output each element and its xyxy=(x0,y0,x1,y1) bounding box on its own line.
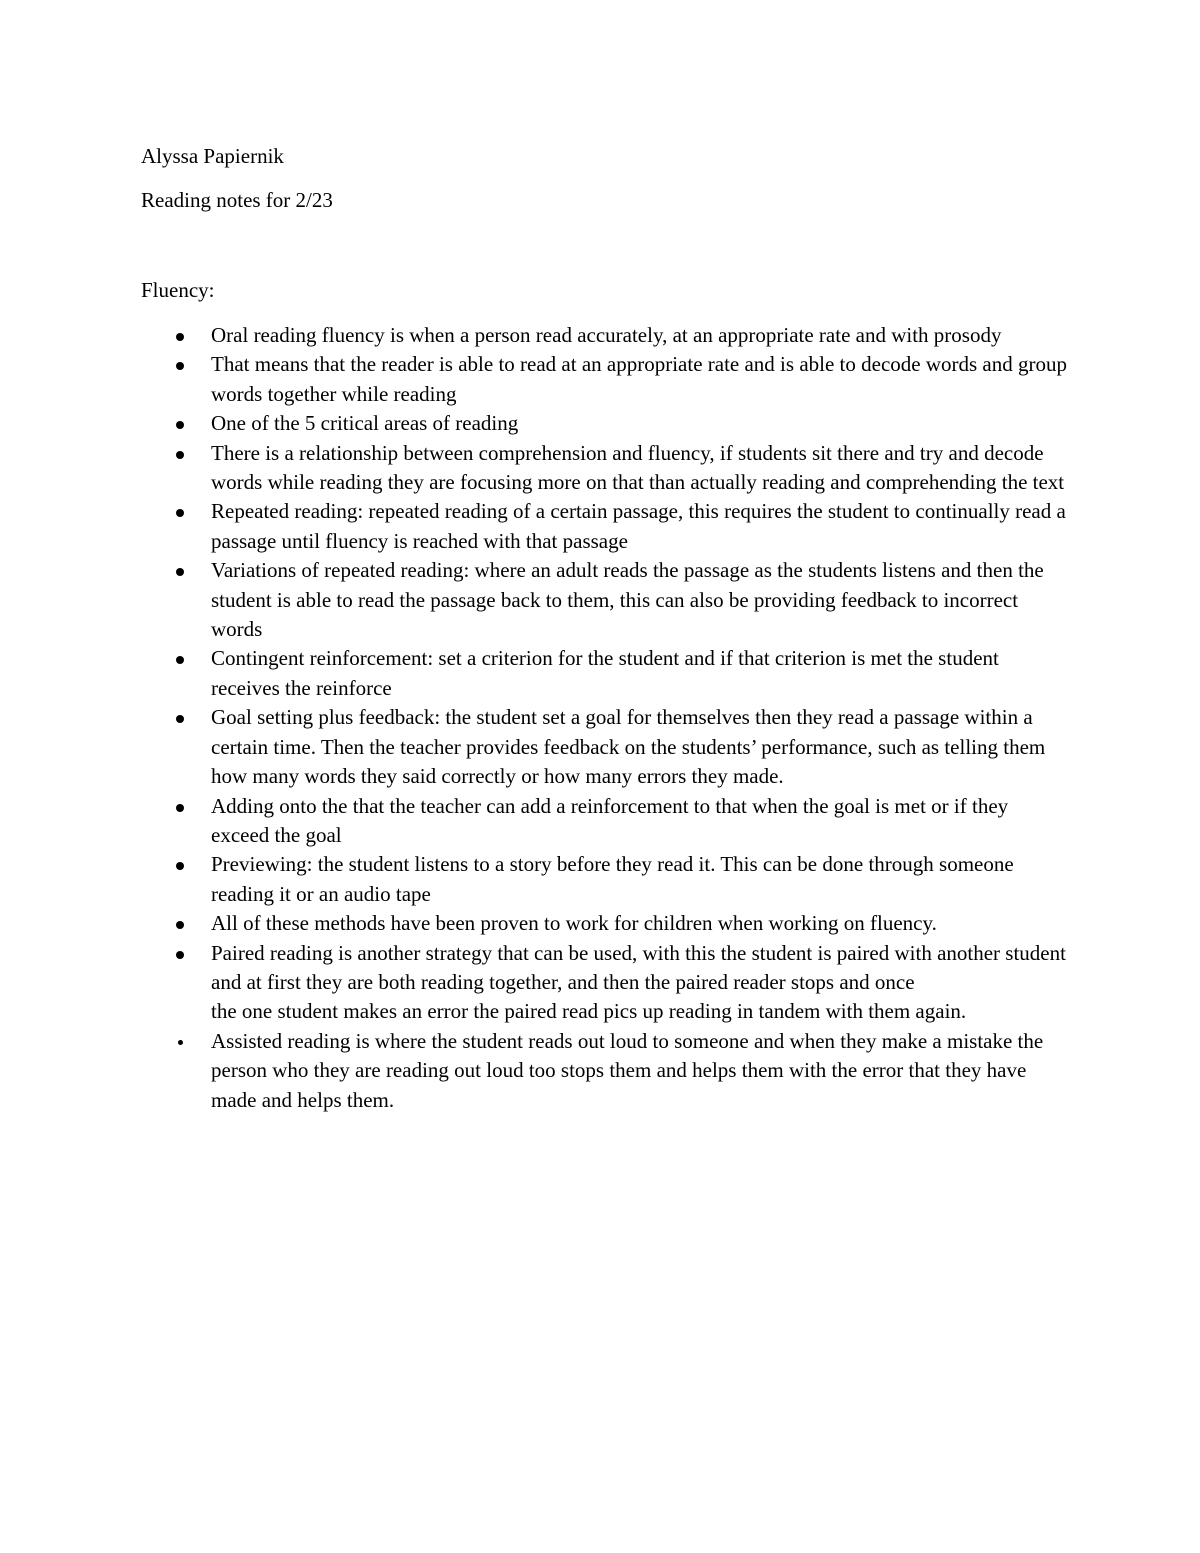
list-item xyxy=(141,850,1071,909)
list-item xyxy=(141,439,1071,498)
note-text: All of these methods have been proven to work for children when working on fluency. xyxy=(211,911,937,936)
note-text: Variations of repeated reading: where an adult reads the passage as the students listens and then the student is able to read the passage back to them, this can also be providing feedback to incorrect words xyxy=(211,558,1044,642)
list-item xyxy=(141,939,1071,998)
note-text: Oral reading fluency is when a person read accurately, at an appropriate rate and with prosody xyxy=(211,323,1002,347)
document-subtitle: Reading notes for 2/23 xyxy=(141,188,333,212)
note-text: Goal setting plus feedback: the student set a goal for themselves then they read a passage within a certain time. Then the teacher provides feedback on the students’ performance, such as telling them how many words they said correctly or how many errors they made. xyxy=(211,705,1046,789)
bullet-icon xyxy=(176,862,184,870)
list-item xyxy=(141,497,1071,556)
author-name: Alyssa Papiernik xyxy=(141,144,284,168)
list-item xyxy=(141,409,1071,438)
notes-list xyxy=(141,321,1071,1115)
note-text: That means that the reader is able to read at an appropriate rate and is able to decode words and group words together while reading xyxy=(211,352,1067,406)
list-item xyxy=(141,703,1071,791)
bullet-icon xyxy=(176,715,184,723)
note-continuation-text: the one student makes an error the paired read pics up reading in tandem with them again. xyxy=(211,999,967,1024)
note-text: Adding onto the that the teacher can add a reinforcement to that when the goal is met or if they exceed the goal xyxy=(211,793,1009,847)
bullet-icon xyxy=(176,921,184,929)
bullet-icon xyxy=(176,509,184,517)
bullet-icon xyxy=(178,1040,183,1045)
bullet-icon xyxy=(176,451,184,459)
note-text: Assisted reading is where the student reads out loud to someone and when they make a mistake the person who they are reading out loud too stops them and helps them with the error that they have made and helps them. xyxy=(211,1028,1044,1112)
note-text: Paired reading is another strategy that can be used, with this the student is paired with another student and at first they are both reading together, and then the paired reader stops and once xyxy=(211,940,1066,994)
note-text: One of the 5 critical areas of reading xyxy=(211,411,519,436)
bullet-icon xyxy=(176,804,184,812)
note-text: Previewing: the student listens to a story before they read it. This can be done through someone reading it or an audio tape xyxy=(211,852,1014,906)
bullet-icon xyxy=(176,951,184,959)
list-item xyxy=(141,556,1071,644)
bullet-icon xyxy=(176,333,184,341)
note-text: There is a relationship between comprehension and fluency, if students sit there and try and decode words while reading they are focusing more on that than actually reading and comprehending the text xyxy=(211,440,1065,495)
note-text: Repeated reading: repeated reading of a certain passage, this requires the student to continually read a passage until fluency is reached with that passage xyxy=(211,499,1066,553)
bullet-icon xyxy=(176,568,184,576)
bullet-icon xyxy=(176,421,184,429)
note-text: Contingent reinforcement: set a criterion for the student and if that criterion is met the student receives the reinforce xyxy=(211,646,999,700)
list-item xyxy=(141,1027,1071,1115)
bullet-icon xyxy=(176,656,184,664)
list-item xyxy=(141,350,1071,409)
list-item xyxy=(141,792,1071,851)
section-heading: Fluency: xyxy=(141,278,215,302)
list-item xyxy=(141,909,1071,938)
bullet-icon xyxy=(176,362,184,370)
list-item xyxy=(141,321,1071,350)
list-item xyxy=(141,644,1071,703)
list-item-continuation xyxy=(141,997,1071,1026)
